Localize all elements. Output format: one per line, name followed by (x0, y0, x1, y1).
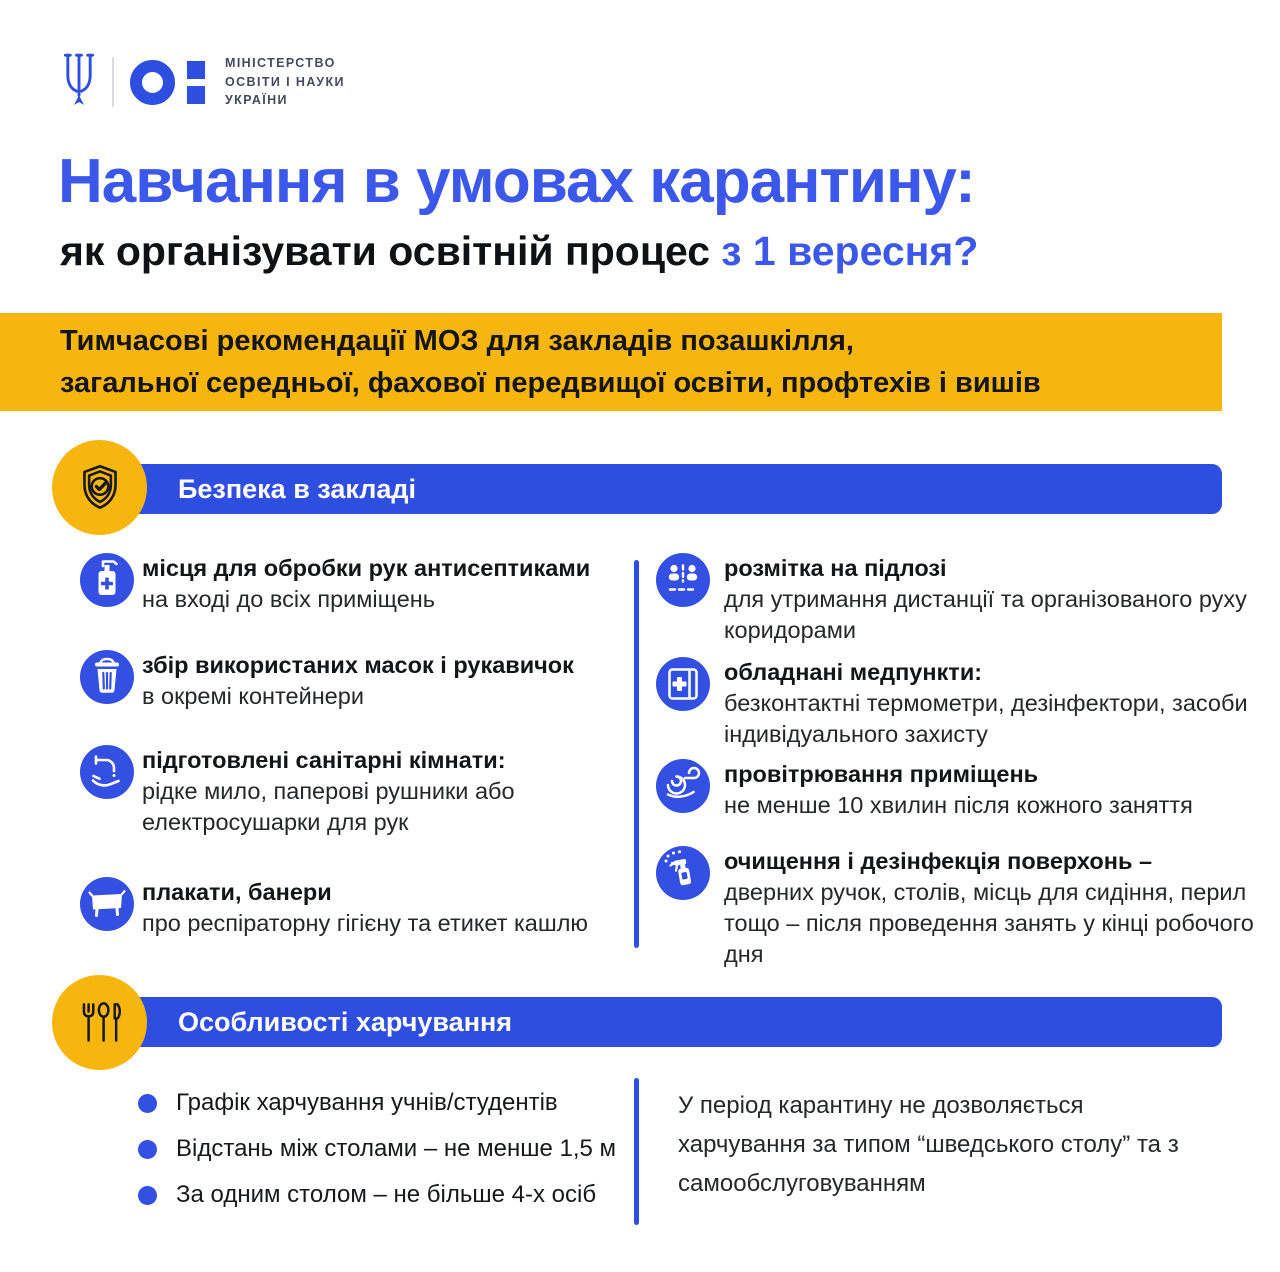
ministry-name-line: ОСВІТИ І НАУКИ (225, 74, 345, 89)
ministry-name-line: МІНІСТЕРСТВО (225, 56, 336, 71)
section-header-meals (112, 997, 1222, 1047)
item-title: розмітка на підлозі (724, 555, 947, 581)
recommendations-banner (0, 313, 1222, 411)
bullet-dot-icon (138, 1140, 157, 1159)
bullet-text: За одним столом – не більше 4-х осіб (176, 1181, 597, 1208)
section-header-safety (112, 464, 1222, 514)
item-body: в окремі контейнери (142, 683, 364, 709)
item-body: дверних ручок, столів, місць для сидіння, перил тощо – після проведення занять у кінці робочого дня (724, 879, 1254, 967)
section-badge-safety (52, 440, 147, 535)
bullet-dot-icon (138, 1186, 157, 1205)
item-title: підготовлені санітарні кімнати: (142, 747, 506, 773)
bullet-text: Відстань між столами – не менше 1,5 м (176, 1135, 617, 1162)
section-title: Особливості харчування (178, 1006, 513, 1037)
item-body: не менше 10 хвилин після кожного заняття (724, 792, 1193, 818)
spray-disinfection-icon (656, 846, 710, 900)
medkit-cabinet-icon (656, 657, 710, 711)
mon-o-colon-icon (130, 60, 205, 105)
bullet-text: Графік харчування учнів/студентів (176, 1089, 558, 1116)
ministry-name (225, 54, 345, 110)
item-title: збір використаних масок і рукавичок (142, 652, 574, 678)
item-body: безконтактні термометри, дезінфектори, засоби індивідуального захисту (724, 690, 1248, 747)
list-item (138, 1088, 616, 1118)
item-title: очищення і дезінфекція поверхонь – (724, 848, 1153, 874)
item-body: рідке мило, паперові рушники або електросушарки для рук (142, 778, 515, 835)
banner-line: загальної середньої, фахової передвищої освіти, профтехів і вишів (60, 366, 1041, 399)
section-title: Безпека в закладі (178, 473, 417, 504)
trash-bin-icon (80, 650, 134, 704)
column-divider (634, 560, 639, 948)
banner-line: Тимчасові рекомендації МОЗ для закладів позашкілля, (60, 324, 854, 357)
subtitle-accent: з 1 вересня? (721, 228, 979, 274)
item-title: обладнані медпункти: (724, 659, 983, 685)
ministry-name-line: УКРАЇНИ (225, 93, 288, 108)
ventilation-wind-icon (656, 759, 710, 813)
list-item (138, 1180, 616, 1210)
hand-washing-icon (80, 745, 134, 799)
poster-banner-icon (80, 877, 134, 931)
item-body: про респіраторну гігієну та етикет кашлю (142, 910, 589, 936)
meals-note: У період карантину не дозволяється харчування за типом “шведського столу” та з самообслуговуванням (678, 1092, 1179, 1197)
subtitle-black: як організувати освітній процес (60, 228, 711, 274)
item-body: на вході до всіх приміщень (142, 586, 436, 612)
item-title: провітрювання приміщень (724, 761, 1039, 787)
section-badge-meals (52, 975, 147, 1070)
page-subtitle (60, 228, 978, 275)
shield-check-icon (71, 459, 129, 517)
page-title: Навчання в умовах карантину: (58, 147, 975, 216)
ukraine-trident-icon (60, 51, 98, 113)
cutlery-icon (71, 994, 129, 1052)
item-title: плакати, банери (142, 879, 332, 905)
item-title: місця для обробки рук антисептиками (142, 555, 591, 581)
logo-divider (112, 57, 114, 107)
meals-rules-list (138, 1088, 616, 1210)
list-item (138, 1134, 616, 1164)
ministry-logo-block (60, 50, 345, 114)
floor-marking-icon (656, 553, 710, 607)
sanitizer-bottle-icon (80, 553, 134, 607)
bullet-dot-icon (138, 1094, 157, 1113)
item-body: для утримання дистанції та організованого руху коридорами (724, 586, 1247, 643)
column-divider (634, 1078, 639, 1225)
